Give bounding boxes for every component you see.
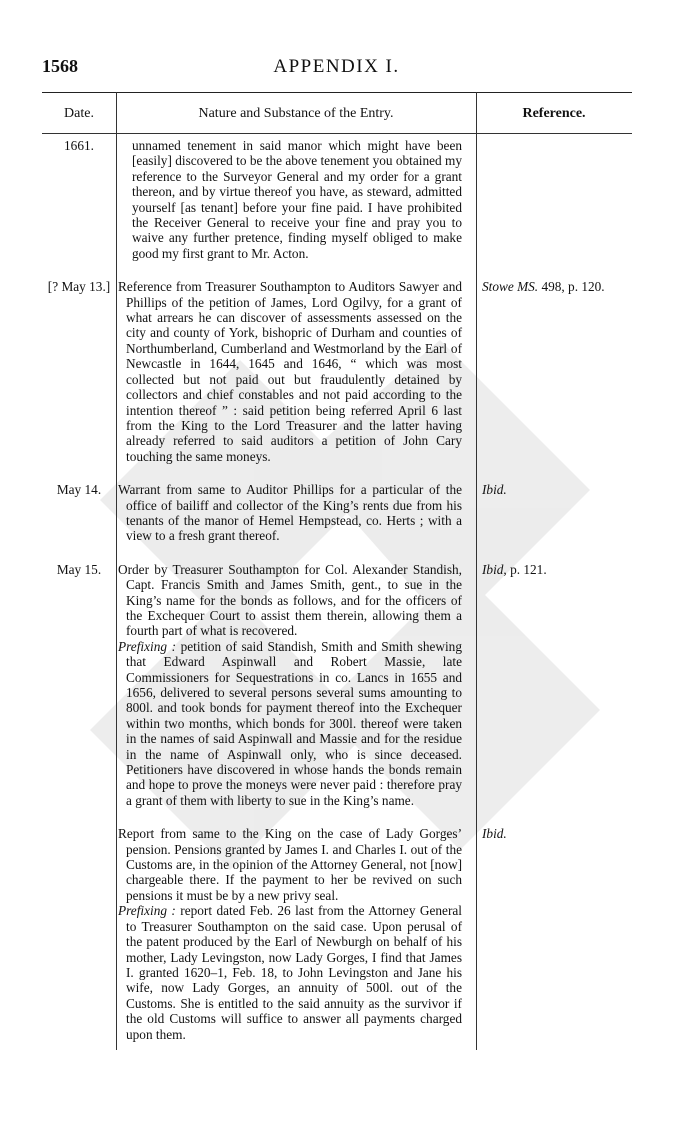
prefixing-label: Prefixing : — [118, 903, 176, 919]
header-bottom-rule — [42, 133, 632, 134]
entry-paragraph: Reference from Treasurer Southampton to Auditors Sawyer and Phillips of the petition of James, Lord Ogilvy, for a grant of what arrears he can discover of assessments assessed on the city and county of York, bishopric of Durham and counties of Northumberland, Cumberland and Westmorland by the Earl of Newcastle in 1644, 1645 and 1646, “ which was most collected but not paid out but fraudulently detained by collectors and chief constables and not paid according to the intention thereof ” : said petition being referred April 6 last from the King to the Lord Treasurer and the latter having already referred to said auditors a petition of John Cary touching the same moneys. — [118, 279, 462, 464]
column-header-reference: Reference. — [522, 106, 586, 121]
reference-detail: , p. 121. — [503, 561, 547, 577]
reference-source: Ibid. — [482, 482, 507, 498]
entry-reference — [482, 482, 632, 498]
entry-reference — [482, 279, 632, 295]
page-number: 1568 — [42, 56, 78, 76]
prefixing-text: report dated Feb. 26 last from the Attorney General to Treasurer Southampton on the said case. Upon perusal of the patent produced by the Earl of Newburgh on behalf of his mother, Lady Levingston, now Lady Gorges, I find that James I. granted 1620–1, Feb. 18, to John Levingston and Jane his wife, now Lady Gorges, an annuity of 500l. out of the Customs. She is entitled to the said annuity as the survivor if the old Customs will suffice to answer all payments charged upon them. — [126, 903, 462, 1042]
entry-body — [118, 279, 462, 464]
entry — [0, 482, 673, 544]
entry — [0, 562, 673, 809]
entries-table — [0, 138, 673, 1060]
column-header-nature: Nature and Substance of the Entry. — [198, 106, 394, 121]
reference-source: Ibid. — [482, 826, 507, 842]
prefixing-label: Prefixing : — [118, 638, 176, 654]
entry-date: [? May 13.] — [47, 279, 111, 295]
reference-source: Stowe MS. — [482, 279, 539, 295]
entry-body — [118, 482, 462, 544]
entry-paragraph: Order by Treasurer Southampton for Col. Alexander Standish, Capt. Francis Smith and James Smith, gent., to sue in the King’s name for the bonds as follows, and for the officers of the Exchequer Court to assist them therein, allowing them a fourth part of what is recovered. — [118, 561, 462, 639]
entry-reference — [482, 826, 632, 842]
entry-date: May 15. — [56, 561, 102, 577]
entry-reference — [482, 562, 632, 578]
entry-paragraph: Report from same to the King on the case of Lady Gorges’ pension. Pensions granted by James I. and Charles I. out of the Customs are, in the opinion of the Attorney General, not [now] chargeable there. If the payment to her be revived on such pensions it must be by a new privy seal. — [118, 826, 462, 903]
entry-paragraph: unnamed tenement in said manor which might have been [easily] discovered to be the above tenement you obtained my reference to the Surveyor General and my order for a grant thereon, and by virtue thereof you have, as steward, admitted yourself [as tenant] before your fine paid. I have prohibited the Receiver General to receive your fine and pray you to waive any further pretence, finding myself obliged to make good my first grant to Mr. Acton. — [132, 138, 462, 261]
page-header — [42, 56, 631, 80]
entry-body — [118, 562, 462, 809]
header-top-rule — [42, 92, 632, 93]
reference-source: Ibid — [482, 561, 504, 577]
entry-body — [118, 826, 462, 1042]
entry-body — [118, 138, 462, 261]
prefixing-paragraph — [118, 903, 462, 1042]
prefixing-text: petition of said Standish, Smith and Smith shewing that Edward Aspinwall and Robert Massie, late Commissioners for Sequestrations in co. Lancs in 1655 and 1656, delivered to several persons several sums amounting to 800l. and took bonds for payment thereof into the Exchequer within two months, which bonds for 300l. thereof were taken in the names of said Aspinwall and Massie and for the residue in the name of Aspinwall only, who is since deceased. Petitioners have discovered in whose hands the bonds remain and hope to prove the moneys were never paid : therefore pray a grant of them with liberty to sue in the King’s name. — [126, 638, 462, 808]
entry-paragraph: Warrant from same to Auditor Phillips for a particular of the office of bailiff and collector of the King’s rents due from his tenants of the manor of Hemel Hempstead, co. Herts ; with a view to a fresh grant thereof. — [118, 482, 462, 544]
entry-date: 1661. — [64, 138, 94, 153]
reference-detail: 498, p. 120. — [538, 279, 605, 295]
entry — [0, 279, 673, 464]
page-title: APPENDIX I. — [273, 56, 400, 77]
prefixing-paragraph — [118, 639, 462, 808]
entry — [0, 138, 673, 261]
entry-date: May 14. — [56, 482, 102, 498]
column-header-date: Date. — [64, 106, 94, 121]
entry — [0, 826, 673, 1042]
